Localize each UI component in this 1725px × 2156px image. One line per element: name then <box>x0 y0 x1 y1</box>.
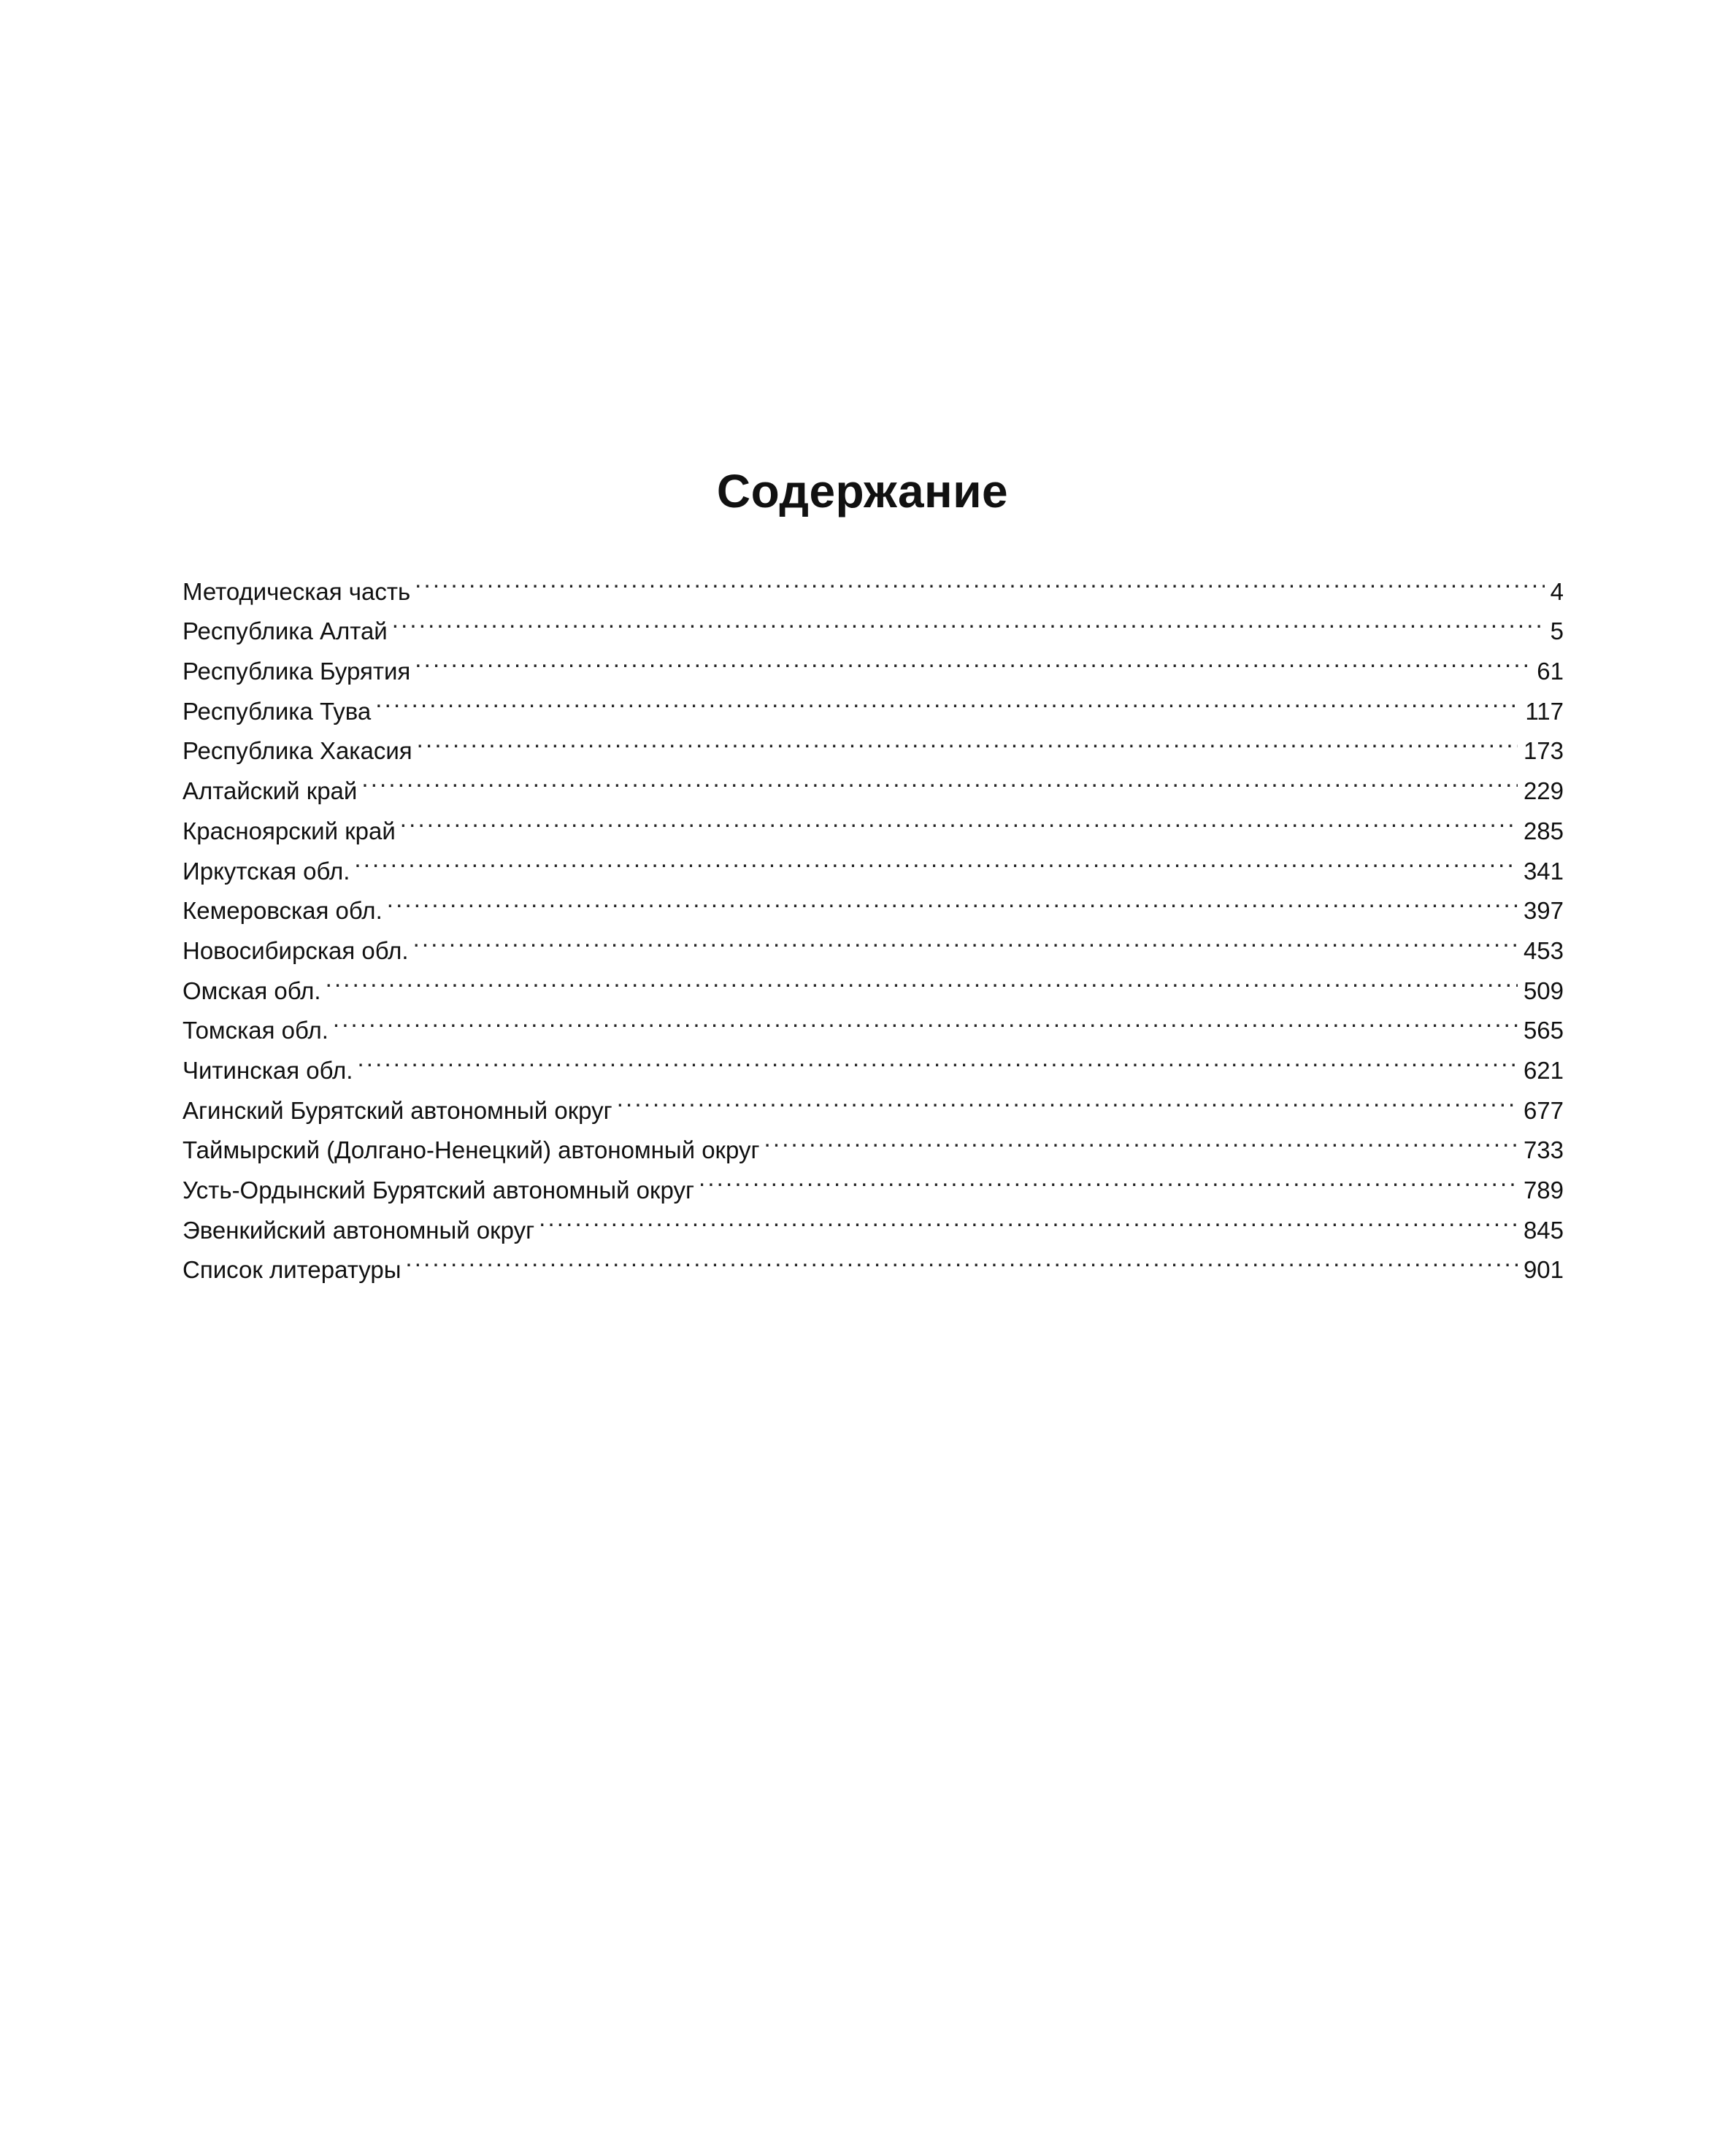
toc-entry-label: Список литературы <box>183 1256 402 1284</box>
toc-entry-page-number: 453 <box>1523 936 1564 964</box>
toc-entry-label: Томская обл. <box>183 1017 329 1044</box>
toc-entry-label: Республика Бурятия <box>183 658 411 685</box>
toc-entry-page-number: 677 <box>1523 1096 1564 1124</box>
toc-entry-label: Усть-Ордынский Бурятский автономный округ <box>183 1177 694 1204</box>
toc-dot-leader <box>415 560 1545 600</box>
toc-dot-leader <box>357 1039 1517 1079</box>
toc-entry-label: Красноярский край <box>183 817 396 844</box>
toc-entry-page-number: 901 <box>1523 1256 1564 1284</box>
toc-entry-label: Эвенкийский автономный округ <box>183 1216 535 1244</box>
toc-entry <box>183 959 1564 1004</box>
toc-dot-leader <box>417 720 1518 760</box>
toc-entry <box>183 679 1564 725</box>
toc-entry-label: Агинский Бурятский автономный округ <box>183 1096 612 1124</box>
toc-dot-leader <box>375 679 1519 720</box>
toc-entry-page-number: 397 <box>1523 897 1564 925</box>
toc-entry-label: Таймырский (Долгано-Ненецкий) автономный округ <box>183 1136 760 1164</box>
toc-dot-leader <box>539 1198 1518 1239</box>
toc-dot-leader <box>405 1239 1518 1279</box>
toc-entry <box>183 919 1564 964</box>
toc-dot-leader <box>699 1158 1518 1198</box>
toc-entry-label: Иркутская обл. <box>183 857 350 885</box>
toc-entry-page-number: 229 <box>1523 777 1564 805</box>
toc-dot-leader <box>617 1079 1518 1119</box>
toc-entry-page-number: 845 <box>1523 1216 1564 1244</box>
toc-dot-leader <box>392 600 1545 640</box>
toc-dot-leader <box>413 919 1518 959</box>
toc-dot-leader <box>333 999 1518 1039</box>
toc-entry <box>183 560 1564 605</box>
toc-entry-page-number: 5 <box>1550 617 1564 645</box>
toc-entry-page-number: 733 <box>1523 1136 1564 1164</box>
toc-dot-leader <box>354 839 1518 879</box>
toc-entry-page-number: 509 <box>1523 977 1564 1004</box>
toc-entry-page-number: 4 <box>1550 577 1564 605</box>
toc-dot-leader <box>326 959 1518 999</box>
toc-entry-label: Республика Тува <box>183 697 372 725</box>
toc-dot-leader <box>387 879 1518 920</box>
toc-entry <box>183 799 1564 844</box>
toc-entry <box>183 1079 1564 1124</box>
toc-entry-label: Алтайский край <box>183 777 358 805</box>
toc-entry-page-number: 789 <box>1523 1177 1564 1204</box>
toc-entry-label: Республика Хакасия <box>183 737 412 765</box>
toc-entry-page-number: 621 <box>1523 1056 1564 1084</box>
page-title: Содержание <box>716 465 1009 517</box>
toc-entry-page-number: 285 <box>1523 817 1564 844</box>
toc-entry <box>183 879 1564 925</box>
toc-entry-page-number: 61 <box>1537 658 1564 685</box>
toc-entry <box>183 999 1564 1044</box>
toc-entry-label: Республика Алтай <box>183 617 388 645</box>
toc-entry <box>183 720 1564 765</box>
toc-dot-leader <box>415 639 1531 679</box>
toc-entry <box>183 839 1564 885</box>
toc-dot-leader <box>764 1119 1518 1159</box>
toc-entry-page-number: 117 <box>1525 697 1564 725</box>
toc-entry-page-number: 341 <box>1523 857 1564 885</box>
toc-entry-page-number: 565 <box>1523 1017 1564 1044</box>
toc-dot-leader <box>361 759 1518 799</box>
toc-entry <box>183 1039 1564 1084</box>
table-of-contents <box>183 560 1564 1284</box>
toc-entry <box>183 759 1564 805</box>
toc-entry-label: Омская обл. <box>183 977 321 1004</box>
toc-entry-label: Новосибирская обл. <box>183 936 409 964</box>
toc-entry-label: Читинская обл. <box>183 1056 353 1084</box>
toc-entry-label: Методическая часть <box>183 577 411 605</box>
toc-entry-page-number: 173 <box>1523 737 1564 765</box>
toc-dot-leader <box>400 799 1518 839</box>
toc-entry-label: Кемеровская обл. <box>183 897 383 925</box>
